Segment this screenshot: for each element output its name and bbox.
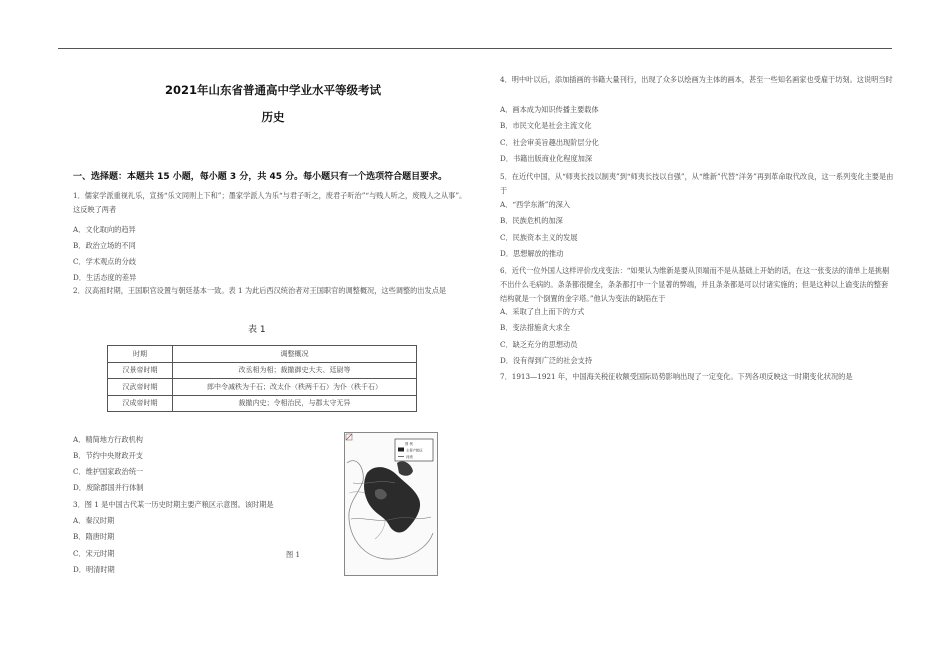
table-cell: 郎中令减秩为千石；改太仆（秩两千石）为仆（秩千石） [173,379,417,396]
q6-option-d: D．没有得到广泛的社会支持 [500,356,593,365]
q3-option-b: B．隋唐时期 [73,532,115,541]
table-1-title: 表 1 [248,325,266,335]
table-row [108,395,417,412]
q1-option-a: A．文化取向的趋异 [73,225,136,234]
legend-title: 图 例 [405,442,413,446]
table-1 [107,345,417,412]
table-cell: 汉成帝时期 [108,395,173,412]
q2-option-b: B．节约中央财政开支 [73,451,143,460]
table-header-cell: 时期 [108,346,173,363]
map-graphic [345,433,437,575]
q1-option-b: B．政治立场的不同 [73,241,136,250]
table-header-row [108,346,417,363]
q1-option-d: D．生活态度的差异 [73,273,137,282]
q5-option-a: A．“西学东渐”的深入 [500,200,571,209]
q3-option-d: D．明清时期 [73,565,115,574]
q1-option-c: C．学术观点的分歧 [73,257,137,266]
q2-option-d: D．废除郡国并行体制 [73,483,144,492]
question-3-stem: 3．图 1 是中国古代某一历史时期主要产粮区示意图。该时期是 [73,500,274,509]
question-5-stem: 5．在近代中国，从“师夷长技以制夷”到“师夷长技以自强”，从“维新”代替“洋务”再到革命取代改良，这一系列变化主要是由于 [500,172,894,195]
table-row [108,362,417,379]
q5-option-d: D．思想解放的推动 [500,249,564,258]
section-heading: 一、选择题：本题共 15 小题，每小题 3 分，共 45 分。每小题只有一个选项符合题目要求。 [73,172,448,182]
q4-option-a: A．画本成为知识传播主要载体 [500,105,599,114]
q5-option-b: B．民族危机的加深 [500,216,563,225]
question-6-stem: 6．近代一位外国人这样评价戊戌变法：“如果认为维新是要从顶端而不是从基础上开始的话，在这一张变法的清单上是挑剔不出什么毛病的。条条都很健全，条条都打中一个显著的弊端，并且条条都是可以付诸实施的；但是这种以上谕变法的整套结构就是一个倒置的金字塔。”他认为变法的缺陷在于 [500,266,890,303]
q5-option-c: C．民族资本主义的发展 [500,233,578,242]
q4-option-c: C．社会审美旨趣出现阶层分化 [500,138,599,147]
q6-option-a: A．采取了自上而下的方式 [500,307,585,316]
table-cell: 改丞相为相；裁撤御史大夫、廷尉等 [173,362,417,379]
table-row [108,379,417,396]
figure-1-label: 图 1 [286,550,301,559]
q6-option-b: B．变法措施贪大求全 [500,323,570,332]
question-2-stem: 2．汉高祖时期，王国职官设置与朝廷基本一致。表 1 为此后西汉统治者对王国职官的调整概况，这些调整的出发点是 [73,286,447,295]
q3-option-c: C．宋元时期 [73,549,115,558]
q4-option-d: D．书籍出版商业化程度加深 [500,154,593,163]
grain-region-map [344,432,438,576]
table-header-cell: 调整概况 [173,346,417,363]
question-1-stem: 1．儒家学派重视礼乐，宣扬“乐文同则上下和”；墨家学派人为乐“与君子听之，废君子听治”“与贱人听之，废贱人之从事”。这反映了两者 [73,191,467,214]
q2-option-a: A．精简地方行政机构 [73,435,143,444]
question-7-stem: 7．1913—1921 年，中国海关税征收额受国际局势影响出现了一定变化。下列各项反映这一时期变化状况的是 [500,372,853,381]
question-4-stem: 4．明中叶以后，添加插画的书籍大量刊行，出现了众多以绘画为主体的画本，甚至一些知名画家也受雇于坊刻。这说明当时 [500,75,893,84]
table-cell: 汉景帝时期 [108,362,173,379]
exam-title: 2021年山东省普通高中学业水平等级考试 [164,83,381,97]
q2-option-c: C．维护国家政治统一 [73,467,144,476]
legend-river: 河流 [406,455,413,459]
header-rule [58,48,892,49]
table-cell: 裁撤内史；令相治民，与郡太守无异 [173,395,417,412]
legend-grain-region: 主要产粮区 [406,448,423,453]
q3-option-a: A．秦汉时期 [73,516,115,525]
q4-option-b: B．市民文化是社会主流文化 [500,121,592,130]
q6-option-c: C．缺乏充分的思想动员 [500,340,578,349]
subject-title: 历史 [261,110,285,124]
table-cell: 汉武帝时期 [108,379,173,396]
